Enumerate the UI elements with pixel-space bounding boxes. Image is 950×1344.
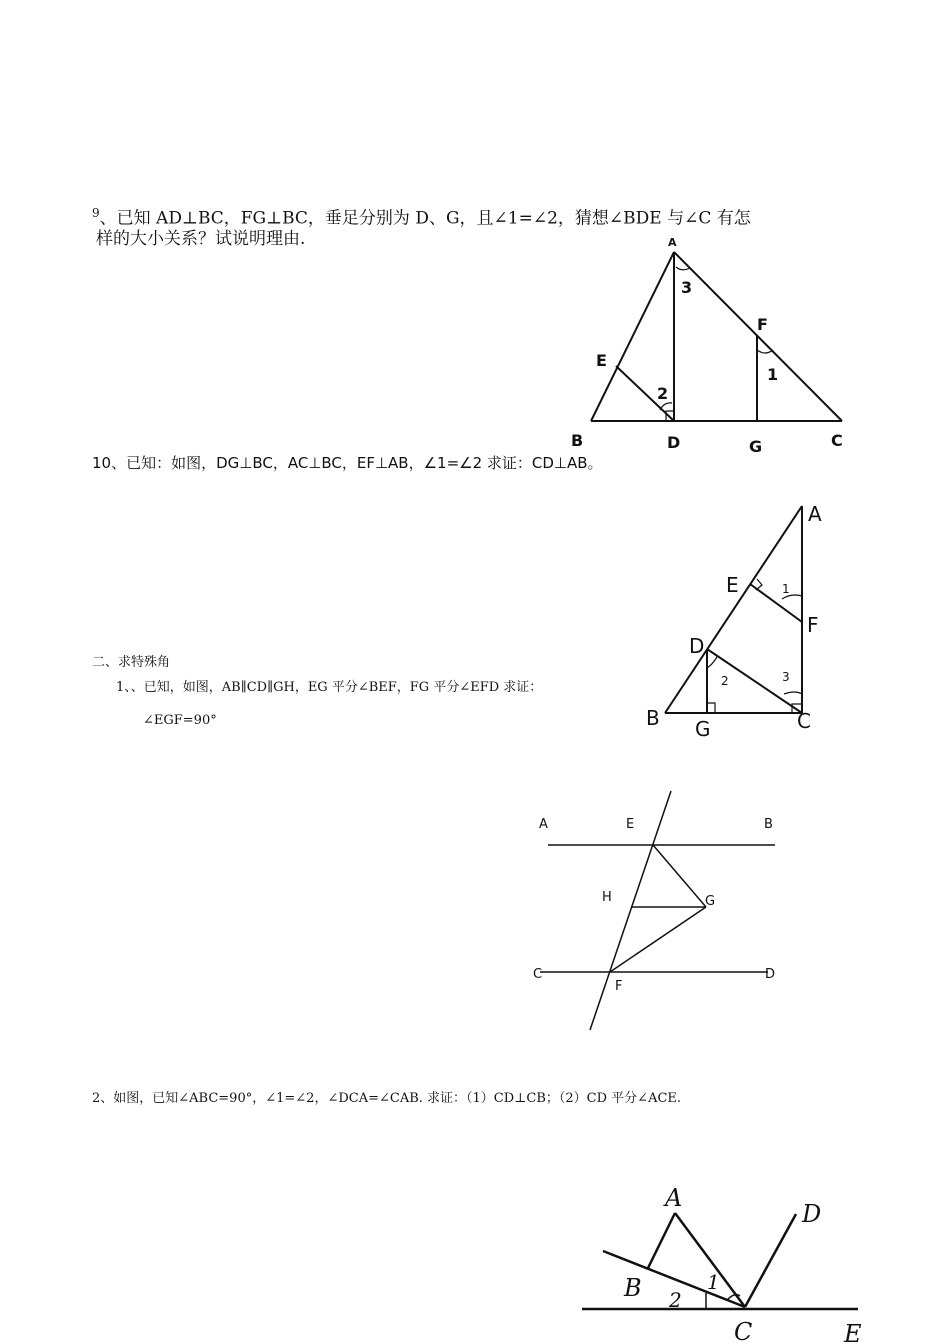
p1-label-g: G <box>705 894 716 909</box>
q10-label-1: 1 <box>782 582 790 596</box>
p2-label-1: 1 <box>707 1270 720 1294</box>
q9-label-e: E <box>596 351 607 370</box>
q9-line2: 样的大小关系？试说明理由. <box>96 229 306 249</box>
section2-heading: 二、求特殊角 <box>92 655 171 670</box>
q9-label-b: B <box>571 431 584 450</box>
p1-label-f: F <box>615 979 623 994</box>
problem2-text: 2、如图，已知∠ABC=90°，∠1=∠2，∠DCA=∠CAB. 求证：（1）CD⊥CB；（2）CD 平分∠ACE. <box>92 1091 682 1106</box>
problem1-line2: ∠EGF=90° <box>143 713 217 728</box>
q10-label-3: 3 <box>782 670 790 684</box>
p2-label-a: A <box>665 1184 683 1212</box>
q9-label-2: 2 <box>657 384 669 403</box>
p1-label-a: A <box>539 817 548 832</box>
q10-text: 10、已知：如图，DG⊥BC，AC⊥BC，EF⊥AB，∠1=∠2 求证：CD⊥AB。 <box>92 454 603 472</box>
p1-label-e: E <box>626 817 635 832</box>
q9-number: 9 <box>92 206 100 220</box>
p2-label-d: D <box>802 1200 822 1228</box>
p1-label-b: B <box>764 817 773 832</box>
q9-label-c: C <box>831 431 843 450</box>
p1-label-d: D <box>765 967 776 982</box>
q9-label-a: A <box>668 236 677 249</box>
p2-label-c: C <box>734 1318 753 1344</box>
p2-label-e: E <box>844 1320 862 1344</box>
q10-label-a: A <box>808 502 822 526</box>
q9-label-d: D <box>667 433 681 452</box>
q10-label-f: F <box>807 613 819 637</box>
q10-label-e: E <box>726 573 739 597</box>
q10-label-b: B <box>646 706 660 730</box>
q10-label-g: G <box>695 717 711 741</box>
q10-label-d: D <box>689 634 705 658</box>
q9-label-3: 3 <box>681 278 693 297</box>
p2-label-b: B <box>624 1274 642 1302</box>
q9-label-g: G <box>749 437 763 456</box>
q10-label-c: C <box>797 709 811 733</box>
problem1-line1: 1、、已知，如图，AB∥CD∥GH，EG 平分∠BEF，FG 平分∠EFD 求证： <box>116 680 543 695</box>
p1-label-h: H <box>602 890 612 905</box>
p1-label-c: C <box>533 967 543 982</box>
q10-label-2: 2 <box>721 674 729 688</box>
q9-label-f: F <box>757 315 768 334</box>
q9-label-1: 1 <box>767 365 779 384</box>
p2-label-2: 2 <box>669 1288 682 1312</box>
q9-text-1: 、已知 AD⊥BC，FG⊥BC，垂足分别为 D、G，且∠1=∠2，猜想∠BDE 与∠C 有怎 <box>99 208 751 229</box>
